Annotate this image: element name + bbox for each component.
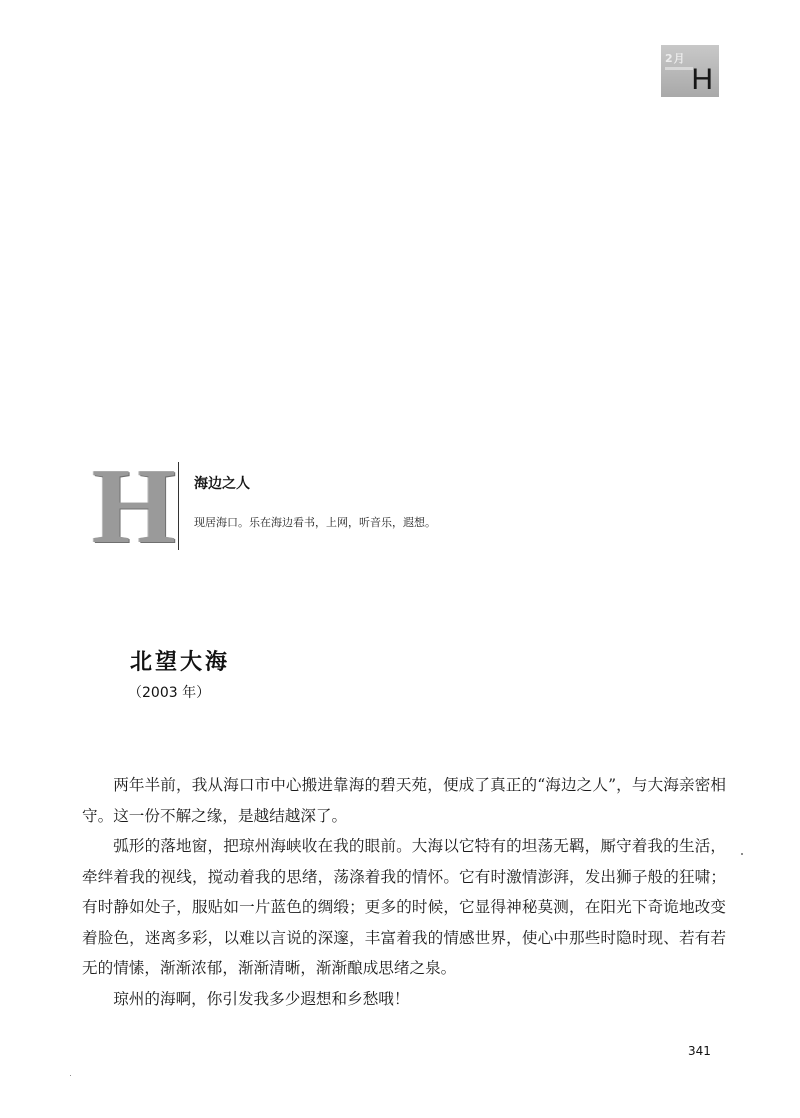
badge-tag-bar	[665, 67, 693, 70]
section-divider	[178, 462, 179, 550]
section-initial-letter: H	[92, 447, 175, 566]
article-body	[82, 770, 726, 1014]
section-description: 现居海口。乐在海边看书，上网，听音乐，遐想。	[194, 516, 436, 529]
article-title: 北望大海	[130, 649, 231, 675]
paragraph: 弧形的落地窗，把琼州海峡收在我的眼前。大海以它特有的坦荡无羁，厮守着我的生活，牵绊着我的视线，搅动着我的思绪，荡涤着我的情怀。它有时激情澎湃，发出狮子般的狂啸；有时静如处子，服贴如一片蓝色的绸缎；更多的时候，它显得神秘莫测，在阳光下奇诡地改变着脸色，迷离多彩，以难以言说的深邃，丰富着我的情感世界，使心中那些时隐时现、若有若无的情愫，渐渐浓郁，渐渐清晰，渐渐酿成思绪之泉。	[82, 837, 726, 977]
scan-speck	[741, 853, 743, 855]
badge-letter: H	[691, 63, 713, 96]
badge-tag-graphic: 2月	[665, 52, 686, 65]
scan-speck	[70, 1075, 71, 1076]
paragraph: 两年半前，我从海口市中心搬进靠海的碧天苑，便成了真正的“海边之人”，与大海亲密相守。这一份不解之缘，是越结越深了。	[82, 776, 726, 825]
chapter-badge	[661, 45, 719, 97]
article-year: （2003 年）	[128, 685, 211, 701]
page-number: 341	[688, 1044, 711, 1058]
section-title: 海边之人	[194, 476, 250, 492]
paragraph: 琼州的海啊，你引发我多少遐想和乡愁哦！	[113, 989, 410, 1008]
